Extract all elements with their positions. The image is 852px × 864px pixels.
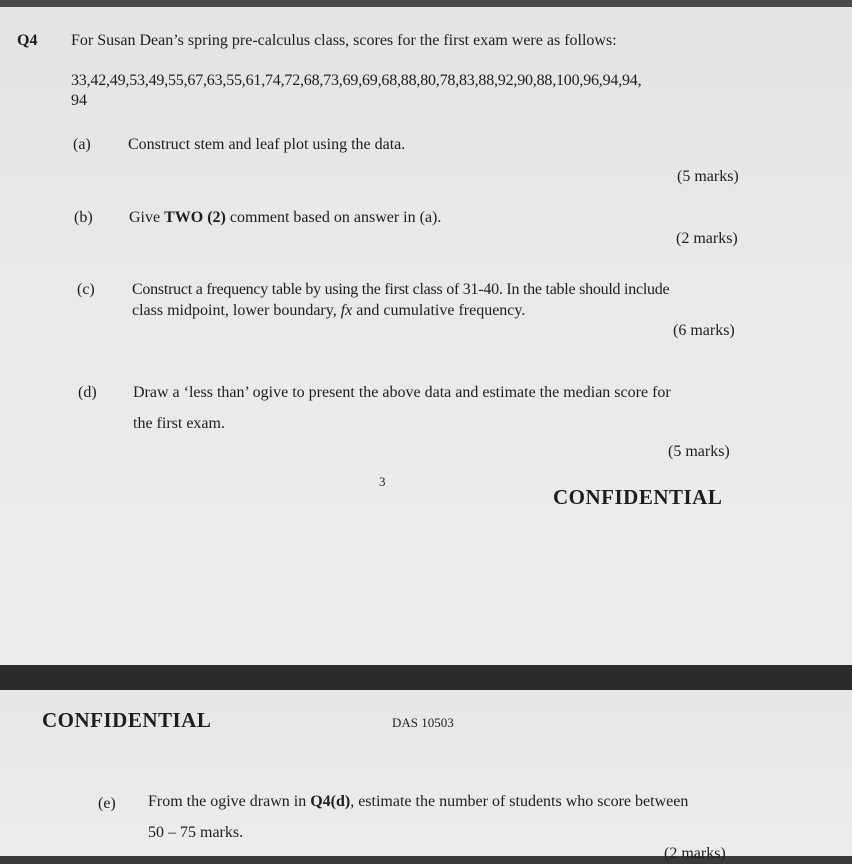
part-a-text: Construct stem and leaf plot using the data. bbox=[128, 136, 406, 153]
top-dark-edge bbox=[0, 0, 852, 7]
part-c-marks: (6 marks) bbox=[673, 322, 735, 339]
confidential-footer: CONFIDENTIAL bbox=[553, 485, 723, 509]
part-d-marks: (5 marks) bbox=[668, 443, 730, 460]
part-b-label: (b) bbox=[74, 209, 93, 226]
part-c-line-2: class midpoint, lower boundary, fx and cumulative frequency. bbox=[132, 302, 526, 319]
part-e-line-1: From the ogive drawn in Q4(d), estimate the number of students who score between bbox=[148, 793, 689, 810]
question-number: Q4 bbox=[17, 32, 38, 49]
part-e-marks: (2 marks) bbox=[664, 845, 726, 862]
page-number: 3 bbox=[379, 474, 386, 489]
part-d-label: (d) bbox=[78, 384, 97, 401]
exam-page-4 bbox=[0, 690, 852, 862]
part-c-line-1: Construct a frequency table by using the first class of 31-40. In the table should include bbox=[132, 281, 670, 298]
part-c-label: (c) bbox=[77, 281, 95, 298]
score-data-line-1: 33,42,49,53,49,55,67,63,55,61,74,72,68,73,69,69,68,88,80,78,83,88,92,90,88,100,96,94,94, bbox=[71, 72, 642, 89]
course-code: DAS 10503 bbox=[392, 715, 454, 730]
part-e-line-2: 50 – 75 marks. bbox=[148, 824, 244, 841]
score-data-line-2: 94 bbox=[71, 92, 87, 109]
part-d-line-2: the first exam. bbox=[133, 415, 225, 432]
part-b-marks: (2 marks) bbox=[676, 230, 738, 247]
part-a-label: (a) bbox=[73, 136, 91, 153]
part-a-marks: (5 marks) bbox=[677, 168, 739, 185]
part-d-line-1: Draw a ‘less than’ ogive to present the above data and estimate the median score for bbox=[133, 384, 671, 401]
exam-page-3 bbox=[0, 7, 852, 665]
part-e-label: (e) bbox=[98, 795, 116, 812]
confidential-header: CONFIDENTIAL bbox=[42, 708, 212, 732]
question-intro: For Susan Dean’s spring pre-calculus class, scores for the first exam were as follows: bbox=[71, 32, 617, 49]
page-gap bbox=[0, 665, 852, 690]
part-b-text: Give TWO (2) comment based on answer in (a). bbox=[129, 209, 442, 226]
